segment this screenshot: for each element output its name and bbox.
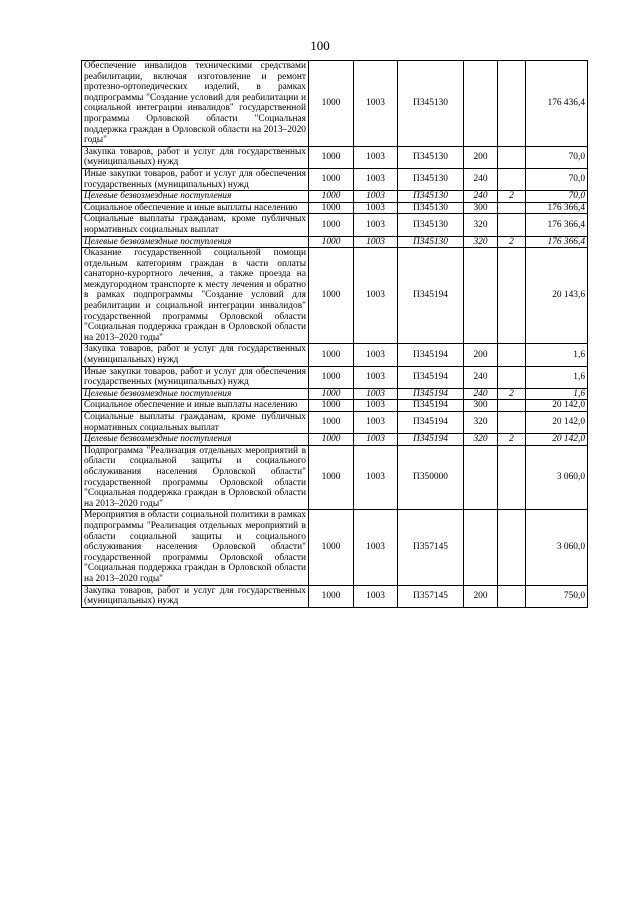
row-subsection: 1003 [354, 412, 398, 434]
row-section: 1000 [309, 248, 354, 344]
row-target-article: П345130 [398, 146, 464, 168]
table-row [82, 202, 588, 214]
row-section: 1000 [309, 202, 354, 214]
row-subsection: 1003 [354, 344, 398, 366]
row-subsection: 1003 [354, 400, 398, 412]
row-subsection: 1003 [354, 168, 398, 190]
row-funding-source [498, 412, 526, 434]
row-amount: 70,0 [526, 191, 588, 203]
row-amount: 20 142,0 [526, 412, 588, 434]
row-funding-source [498, 61, 526, 147]
table-row [82, 146, 588, 168]
table-row [82, 366, 588, 388]
row-target-article: П345194 [398, 366, 464, 388]
row-target-article: П345130 [398, 214, 464, 236]
row-description: Целевые безвозмездные поступления [82, 434, 309, 446]
row-description: Социальное обеспечение и иные выплаты населению [82, 202, 309, 214]
row-funding-source [498, 366, 526, 388]
row-expense-type: 240 [464, 388, 498, 400]
row-subsection: 1003 [354, 202, 398, 214]
table-row [82, 236, 588, 248]
row-expense-type: 320 [464, 214, 498, 236]
row-amount: 176 366,4 [526, 236, 588, 248]
row-section: 1000 [309, 445, 354, 510]
row-funding-source: 2 [498, 388, 526, 400]
row-funding-source [498, 445, 526, 510]
row-target-article: П345130 [398, 202, 464, 214]
row-subsection: 1003 [354, 585, 398, 607]
row-section: 1000 [309, 191, 354, 203]
row-amount: 1,6 [526, 366, 588, 388]
row-target-article: П345194 [398, 248, 464, 344]
row-subsection: 1003 [354, 510, 398, 585]
row-section: 1000 [309, 400, 354, 412]
row-target-article: П345194 [398, 412, 464, 434]
row-subsection: 1003 [354, 236, 398, 248]
page-number: 100 [310, 38, 330, 53]
row-description: Целевые безвозмездные поступления [82, 191, 309, 203]
row-description: Социальные выплаты гражданам, кроме публичных нормативных социальных выплат [82, 214, 309, 236]
row-amount: 750,0 [526, 585, 588, 607]
row-target-article: П345194 [398, 434, 464, 446]
row-expense-type [464, 445, 498, 510]
row-subsection: 1003 [354, 445, 398, 510]
table-row [82, 400, 588, 412]
table-row [82, 585, 588, 607]
row-amount: 3 060,0 [526, 445, 588, 510]
row-expense-type: 200 [464, 344, 498, 366]
row-funding-source: 2 [498, 434, 526, 446]
table-row [82, 412, 588, 434]
row-subsection: 1003 [354, 388, 398, 400]
row-expense-type: 240 [464, 191, 498, 203]
row-expense-type: 200 [464, 146, 498, 168]
table-row [82, 510, 588, 585]
row-amount: 70,0 [526, 146, 588, 168]
table-row [82, 214, 588, 236]
row-amount: 176 366,4 [526, 214, 588, 236]
row-amount: 3 060,0 [526, 510, 588, 585]
row-amount: 176 366,4 [526, 202, 588, 214]
row-funding-source [498, 400, 526, 412]
row-amount: 20 142,0 [526, 434, 588, 446]
table-row [82, 388, 588, 400]
row-description: Оказание государственной социальной помощи отдельным категориям граждан в части оплаты санаторно-курортного лечения, а также проезда на междугородном транспорте к месту лечения и обратно в рамках подпрограммы "Создание условий для реабилитации и социальной интеграции инвалидов" государственной программы Орловской области "Социальная поддержка граждан в Орловской области на 2013–2020 годы" [82, 248, 309, 344]
row-funding-source [498, 168, 526, 190]
row-target-article: П345194 [398, 388, 464, 400]
row-amount: 1,6 [526, 344, 588, 366]
row-funding-source [498, 146, 526, 168]
row-expense-type [464, 510, 498, 585]
row-amount: 70,0 [526, 168, 588, 190]
row-section: 1000 [309, 344, 354, 366]
row-target-article: П357145 [398, 510, 464, 585]
row-section: 1000 [309, 236, 354, 248]
row-target-article: П357145 [398, 585, 464, 607]
table-row [82, 445, 588, 510]
row-funding-source [498, 344, 526, 366]
row-description: Целевые безвозмездные поступления [82, 236, 309, 248]
row-section: 1000 [309, 510, 354, 585]
row-funding-source [498, 248, 526, 344]
table-row [82, 168, 588, 190]
row-expense-type: 320 [464, 412, 498, 434]
row-target-article: П350000 [398, 445, 464, 510]
table-row [82, 344, 588, 366]
row-expense-type: 240 [464, 168, 498, 190]
row-funding-source: 2 [498, 191, 526, 203]
row-funding-source: 2 [498, 236, 526, 248]
row-subsection: 1003 [354, 248, 398, 344]
row-expense-type: 320 [464, 434, 498, 446]
row-amount: 176 436,4 [526, 61, 588, 147]
row-subsection: 1003 [354, 366, 398, 388]
row-description: Целевые безвозмездные поступления [82, 388, 309, 400]
row-funding-source [498, 214, 526, 236]
row-expense-type [464, 248, 498, 344]
row-subsection: 1003 [354, 214, 398, 236]
table-row [82, 434, 588, 446]
row-expense-type: 240 [464, 366, 498, 388]
row-subsection: 1003 [354, 146, 398, 168]
row-expense-type: 320 [464, 236, 498, 248]
row-funding-source [498, 202, 526, 214]
row-description: Закупка товаров, работ и услуг для государственных (муниципальных) нужд [82, 146, 309, 168]
row-section: 1000 [309, 434, 354, 446]
row-amount: 20 143,6 [526, 248, 588, 344]
table-row [82, 191, 588, 203]
row-section: 1000 [309, 61, 354, 147]
budget-table [81, 60, 588, 608]
row-description: Подпрограмма "Реализация отдельных мероприятий в области социальной защиты и социального обслуживания населения Орловской области" государственной программы Орловской области "Социальная поддержка граждан в Орловской области на 2013–2020 годы" [82, 445, 309, 510]
table-row [82, 61, 588, 147]
row-description: Социальные выплаты гражданам, кроме публичных нормативных социальных выплат [82, 412, 309, 434]
row-section: 1000 [309, 146, 354, 168]
row-amount: 1,6 [526, 388, 588, 400]
row-description: Иные закупки товаров, работ и услуг для обеспечения государственных (муниципальных) нужд [82, 168, 309, 190]
row-subsection: 1003 [354, 434, 398, 446]
row-description: Закупка товаров, работ и услуг для государственных (муниципальных) нужд [82, 585, 309, 607]
row-target-article: П345130 [398, 236, 464, 248]
row-section: 1000 [309, 412, 354, 434]
row-funding-source [498, 510, 526, 585]
row-target-article: П345130 [398, 168, 464, 190]
row-section: 1000 [309, 585, 354, 607]
row-description: Закупка товаров, работ и услуг для государственных (муниципальных) нужд [82, 344, 309, 366]
row-description: Обеспечение инвалидов техническими средствами реабилитации, включая изготовление и ремонт протезно-ортопедических изделий, в рамках подпрограммы "Создание условий для реабилитации и социальной интеграции инвалидов" государственной программы Орловской области "Социальная поддержка граждан в Орловской области на 2013–2020 годы" [82, 61, 309, 147]
row-expense-type: 300 [464, 202, 498, 214]
row-expense-type: 200 [464, 585, 498, 607]
row-section: 1000 [309, 168, 354, 190]
row-description: Социальное обеспечение и иные выплаты населению [82, 400, 309, 412]
row-subsection: 1003 [354, 191, 398, 203]
row-target-article: П345194 [398, 400, 464, 412]
row-target-article: П345130 [398, 61, 464, 147]
row-funding-source [498, 585, 526, 607]
row-expense-type [464, 61, 498, 147]
row-section: 1000 [309, 366, 354, 388]
row-target-article: П345194 [398, 344, 464, 366]
row-section: 1000 [309, 214, 354, 236]
row-expense-type: 300 [464, 400, 498, 412]
row-description: Мероприятия в области социальной политики в рамках подпрограммы "Реализация отдельных мероприятий в области социальной защиты и социального обслуживания населения Орловской области" государственной программы Орловской области "Социальная поддержка граждан в Орловской области на 2013–2020 годы" [82, 510, 309, 585]
table-row [82, 248, 588, 344]
row-subsection: 1003 [354, 61, 398, 147]
row-target-article: П345130 [398, 191, 464, 203]
row-section: 1000 [309, 388, 354, 400]
row-amount: 20 142,0 [526, 400, 588, 412]
row-description: Иные закупки товаров, работ и услуг для обеспечения государственных (муниципальных) нужд [82, 366, 309, 388]
